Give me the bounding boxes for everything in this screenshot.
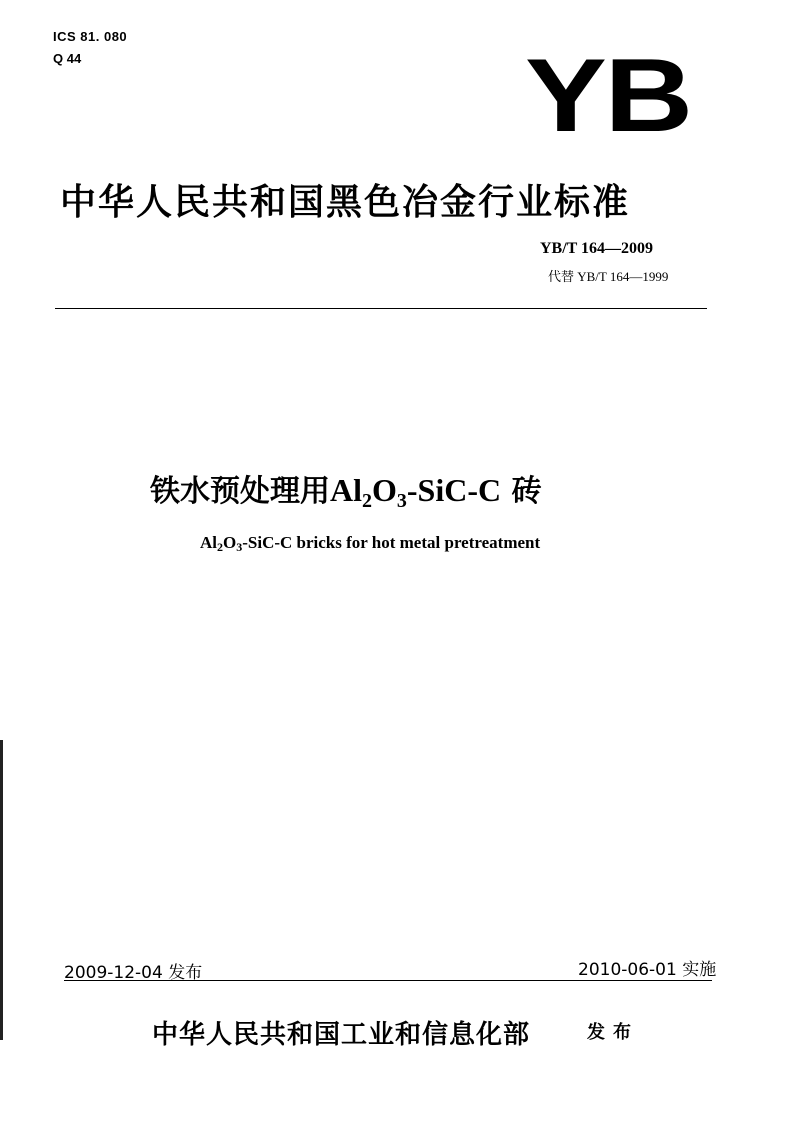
en-rest: -SiC-C bricks for hot metal pretreatment	[242, 533, 541, 552]
publish-label: 发布	[587, 1022, 639, 1043]
en-sub-1: 2	[217, 540, 223, 554]
document-title-zh	[150, 466, 542, 510]
standard-number: YB/T 164—2009	[540, 240, 654, 257]
yb-logo: YB	[525, 38, 691, 154]
title-zh-prefix: 铁水预处理用	[150, 474, 330, 509]
title-zh-suffix: 砖	[511, 474, 542, 509]
standard-category-title: 中华人民共和国黑色冶金行业标准	[60, 182, 631, 223]
chem-rest: -SiC-C	[406, 472, 502, 508]
scan-edge-mark	[0, 740, 3, 1040]
en-al: Al	[200, 533, 217, 552]
issuing-ministry: 中华人民共和国工业和信息化部	[152, 1020, 531, 1050]
title-chemical-formula	[330, 472, 502, 512]
classification-code: Q 44	[53, 51, 82, 66]
chem-o: O	[372, 472, 397, 508]
en-o: O	[223, 533, 237, 552]
en-sub-2: 3	[236, 540, 243, 554]
chem-sub-2: 3	[396, 490, 407, 512]
header-divider	[55, 308, 707, 309]
chem-sub-1: 2	[362, 490, 372, 512]
ics-code: ICS 81. 080	[53, 29, 128, 44]
document-title-en	[200, 533, 540, 553]
replaces-standard: 代替 YB/T 164—1999	[548, 269, 669, 284]
implementation-date: 2010-06-01 实施	[578, 960, 717, 980]
chem-al: Al	[330, 472, 362, 508]
footer-divider	[64, 980, 712, 981]
issue-date: 2009-12-04 发布	[64, 963, 203, 983]
